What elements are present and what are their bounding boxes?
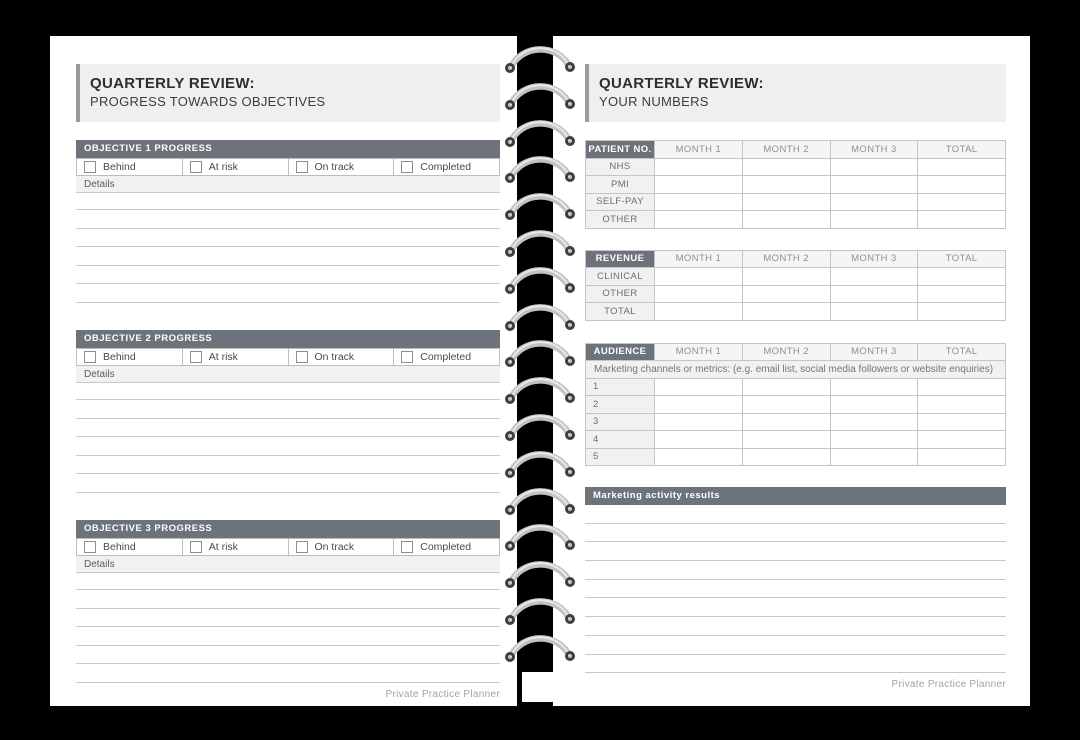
ruled-line	[585, 655, 1006, 674]
row-label: 4	[586, 431, 654, 448]
ruled-line	[76, 609, 500, 628]
column-header: TOTAL	[918, 344, 1005, 361]
left-page-header	[76, 64, 500, 122]
spiral-ring-icon	[501, 482, 579, 516]
table-data-cell[interactable]	[655, 396, 742, 413]
spiral-ring-icon	[501, 334, 579, 368]
status-cell-on-track	[289, 349, 394, 365]
table-data-cell[interactable]	[831, 303, 918, 320]
status-cell-behind	[77, 349, 182, 365]
status-checkbox-row	[76, 348, 500, 366]
table-data-cell[interactable]	[831, 286, 918, 303]
table-data-cell[interactable]	[918, 194, 1005, 211]
status-checkbox-row	[76, 538, 500, 556]
checkbox-label: On track	[314, 161, 355, 173]
column-header: MONTH 3	[831, 141, 918, 158]
ruled-line	[76, 247, 500, 266]
ruled-line	[76, 437, 500, 456]
spiral-ring-icon	[501, 224, 579, 258]
table-data-cell[interactable]	[831, 159, 918, 176]
checkbox-label: On track	[314, 540, 355, 553]
right-page-header	[585, 64, 1006, 122]
column-header: MONTH 2	[743, 141, 830, 158]
table-data-cell[interactable]	[655, 159, 742, 176]
ruled-line	[76, 590, 500, 609]
ruled-line	[585, 561, 1006, 580]
details-label-row: Details	[76, 366, 500, 383]
checkbox-label: Completed	[420, 540, 472, 553]
ruled-line	[76, 664, 500, 683]
spiral-ring-icon	[501, 555, 579, 589]
checkbox-completed[interactable]	[401, 161, 413, 173]
row-label: 3	[586, 414, 654, 431]
table-data-cell[interactable]	[918, 414, 1005, 431]
table-data-cell[interactable]	[655, 268, 742, 285]
ruled-line	[76, 646, 500, 665]
ruled-line	[585, 636, 1006, 655]
spiral-ring-icon	[501, 408, 579, 442]
table-data-cell[interactable]	[918, 176, 1005, 193]
ruled-line	[585, 617, 1006, 636]
table-data-cell[interactable]	[743, 286, 830, 303]
row-label: TOTAL	[586, 303, 654, 320]
checkbox-behind[interactable]	[84, 351, 96, 363]
table-data-cell[interactable]	[655, 449, 742, 466]
ruled-line	[585, 542, 1006, 561]
status-cell-behind	[77, 159, 182, 175]
left-page	[50, 36, 517, 706]
status-cell-at-risk	[183, 159, 288, 175]
spiral-ring-icon	[501, 298, 579, 332]
binding-bottom-tab	[522, 672, 556, 702]
status-cell-completed	[394, 349, 499, 365]
table-data-cell[interactable]	[655, 303, 742, 320]
table-data-cell[interactable]	[655, 431, 742, 448]
column-header: MONTH 2	[743, 251, 830, 268]
ruled-line	[76, 573, 500, 590]
ruled-line	[585, 524, 1006, 543]
ruled-line	[76, 266, 500, 285]
spiral-ring-icon	[501, 77, 579, 111]
checkbox-completed[interactable]	[401, 541, 413, 553]
page-title: QUARTERLY REVIEW:	[599, 75, 764, 92]
table-data-cell[interactable]	[743, 211, 830, 228]
table-revenue	[585, 250, 1006, 321]
table-data-cell[interactable]	[743, 194, 830, 211]
number-tables	[585, 140, 1006, 466]
checkbox-label: Completed	[420, 161, 472, 173]
spiral-ring-icon	[501, 187, 579, 221]
table-data-cell[interactable]	[918, 379, 1005, 396]
checkbox-label: Behind	[103, 540, 136, 553]
row-label: CLINICAL	[586, 268, 654, 285]
table-data-cell[interactable]	[743, 176, 830, 193]
spiral-ring-icon	[501, 371, 579, 405]
status-cell-on-track	[289, 539, 394, 555]
checkbox-label: Behind	[103, 350, 136, 363]
writing-lines	[76, 573, 500, 683]
writing-lines	[76, 383, 500, 493]
right-page	[553, 36, 1030, 706]
checkbox-on-track[interactable]	[296, 161, 308, 173]
objectives	[76, 140, 500, 683]
column-header: MONTH 3	[831, 251, 918, 268]
table-data-cell[interactable]	[655, 286, 742, 303]
column-header: MONTH 3	[831, 344, 918, 361]
status-cell-at-risk	[183, 539, 288, 555]
row-label: SELF-PAY	[586, 194, 654, 211]
checkbox-label: At risk	[208, 161, 238, 173]
ruled-line	[76, 474, 500, 493]
row-label: 2	[586, 396, 654, 413]
table-title-cell: AUDIENCE	[586, 344, 654, 361]
checkbox-on-track[interactable]	[296, 541, 308, 553]
table-data-cell[interactable]	[918, 431, 1005, 448]
row-label: OTHER	[586, 211, 654, 228]
table-data-cell[interactable]	[743, 379, 830, 396]
table-data-cell[interactable]	[831, 396, 918, 413]
table-data-cell[interactable]	[918, 159, 1005, 176]
table-data-cell[interactable]	[743, 268, 830, 285]
table-data-cell[interactable]	[831, 194, 918, 211]
table-data-cell[interactable]	[831, 449, 918, 466]
spiral-ring-icon	[501, 629, 579, 663]
writing-lines	[76, 193, 500, 303]
table-data-cell[interactable]	[743, 396, 830, 413]
objective-section	[76, 330, 500, 493]
details-label-row: Details	[76, 556, 500, 573]
checkbox-behind[interactable]	[84, 161, 96, 173]
ruled-line	[76, 284, 500, 303]
row-label: PMI	[586, 176, 654, 193]
row-label: OTHER	[586, 286, 654, 303]
table-data-cell[interactable]	[655, 176, 742, 193]
ruled-line	[76, 400, 500, 419]
ruled-line	[585, 598, 1006, 617]
spiral-ring-icon	[501, 150, 579, 184]
checkbox-completed[interactable]	[401, 351, 413, 363]
row-label: 5	[586, 449, 654, 466]
table-data-cell[interactable]	[743, 449, 830, 466]
table-title-cell: PATIENT NO.	[586, 141, 654, 158]
table-data-cell[interactable]	[918, 449, 1005, 466]
status-checkbox-row	[76, 158, 500, 176]
checkbox-label: On track	[314, 350, 355, 363]
ruled-line	[76, 229, 500, 248]
ruled-line	[585, 580, 1006, 599]
spiral-ring-icon	[501, 445, 579, 479]
page-subtitle: PROGRESS TOWARDS OBJECTIVES	[90, 94, 326, 109]
table-data-cell[interactable]	[918, 286, 1005, 303]
table-patient-no-	[585, 140, 1006, 229]
row-label: 1	[586, 379, 654, 396]
table-data-cell[interactable]	[655, 194, 742, 211]
checkbox-on-track[interactable]	[296, 351, 308, 363]
checkbox-at-risk[interactable]	[190, 351, 202, 363]
ruled-line	[76, 210, 500, 229]
table-data-cell[interactable]	[655, 414, 742, 431]
table-data-cell[interactable]	[831, 268, 918, 285]
column-header: MONTH 1	[655, 141, 742, 158]
column-header: TOTAL	[918, 251, 1005, 268]
status-cell-at-risk	[183, 349, 288, 365]
row-label: NHS	[586, 159, 654, 176]
spiral-ring-icon	[501, 40, 579, 74]
column-header: MONTH 1	[655, 344, 742, 361]
footer-brand: Private Practice Planner	[891, 679, 1006, 691]
checkbox-label: Completed	[420, 350, 472, 363]
table-data-cell[interactable]	[743, 303, 830, 320]
table-data-cell[interactable]	[918, 396, 1005, 413]
table-data-cell[interactable]	[918, 211, 1005, 228]
marketing-results-lines	[585, 505, 1006, 673]
table-note: Marketing channels or metrics: (e.g. email list, social media followers or website enquiries)	[586, 361, 1005, 378]
page-subtitle: YOUR NUMBERS	[599, 94, 709, 109]
ruled-line	[76, 383, 500, 400]
column-header: TOTAL	[918, 141, 1005, 158]
checkbox-at-risk[interactable]	[190, 541, 202, 553]
column-header: MONTH 1	[655, 251, 742, 268]
spiral-ring-icon	[501, 261, 579, 295]
table-data-cell[interactable]	[655, 211, 742, 228]
table-data-cell[interactable]	[831, 414, 918, 431]
spiral-ring-icon	[501, 518, 579, 552]
objective-section	[76, 140, 500, 303]
table-data-cell[interactable]	[831, 176, 918, 193]
table-data-cell[interactable]	[918, 303, 1005, 320]
footer-brand: Private Practice Planner	[385, 688, 500, 700]
checkbox-behind[interactable]	[84, 541, 96, 553]
spiral-ring-icon	[501, 592, 579, 626]
ruled-line	[76, 456, 500, 475]
objective-header: OBJECTIVE 2 PROGRESS	[76, 330, 500, 348]
ruled-line	[76, 419, 500, 438]
checkbox-label: Behind	[103, 161, 136, 173]
checkbox-label: At risk	[208, 540, 238, 553]
spiral-ring-icon	[501, 114, 579, 148]
table-data-cell[interactable]	[831, 211, 918, 228]
ruled-line	[76, 193, 500, 210]
status-cell-on-track	[289, 159, 394, 175]
objective-header: OBJECTIVE 1 PROGRESS	[76, 140, 500, 158]
table-data-cell[interactable]	[743, 431, 830, 448]
ruled-line	[585, 505, 1006, 524]
objective-header: OBJECTIVE 3 PROGRESS	[76, 520, 500, 538]
column-header: MONTH 2	[743, 344, 830, 361]
page-title: QUARTERLY REVIEW:	[90, 75, 255, 92]
table-title-cell: REVENUE	[586, 251, 654, 268]
objective-section	[76, 520, 500, 683]
checkbox-label: At risk	[208, 350, 238, 363]
status-cell-behind	[77, 539, 182, 555]
table-audience	[585, 343, 1006, 467]
table-data-cell[interactable]	[831, 431, 918, 448]
details-label-row: Details	[76, 176, 500, 193]
status-cell-completed	[394, 159, 499, 175]
table-data-cell[interactable]	[655, 379, 742, 396]
marketing-results-header: Marketing activity results	[585, 487, 1006, 505]
ruled-line	[76, 627, 500, 646]
table-data-cell[interactable]	[918, 268, 1005, 285]
table-data-cell[interactable]	[831, 379, 918, 396]
table-data-cell[interactable]	[743, 414, 830, 431]
table-data-cell[interactable]	[743, 159, 830, 176]
checkbox-at-risk[interactable]	[190, 161, 202, 173]
status-cell-completed	[394, 539, 499, 555]
